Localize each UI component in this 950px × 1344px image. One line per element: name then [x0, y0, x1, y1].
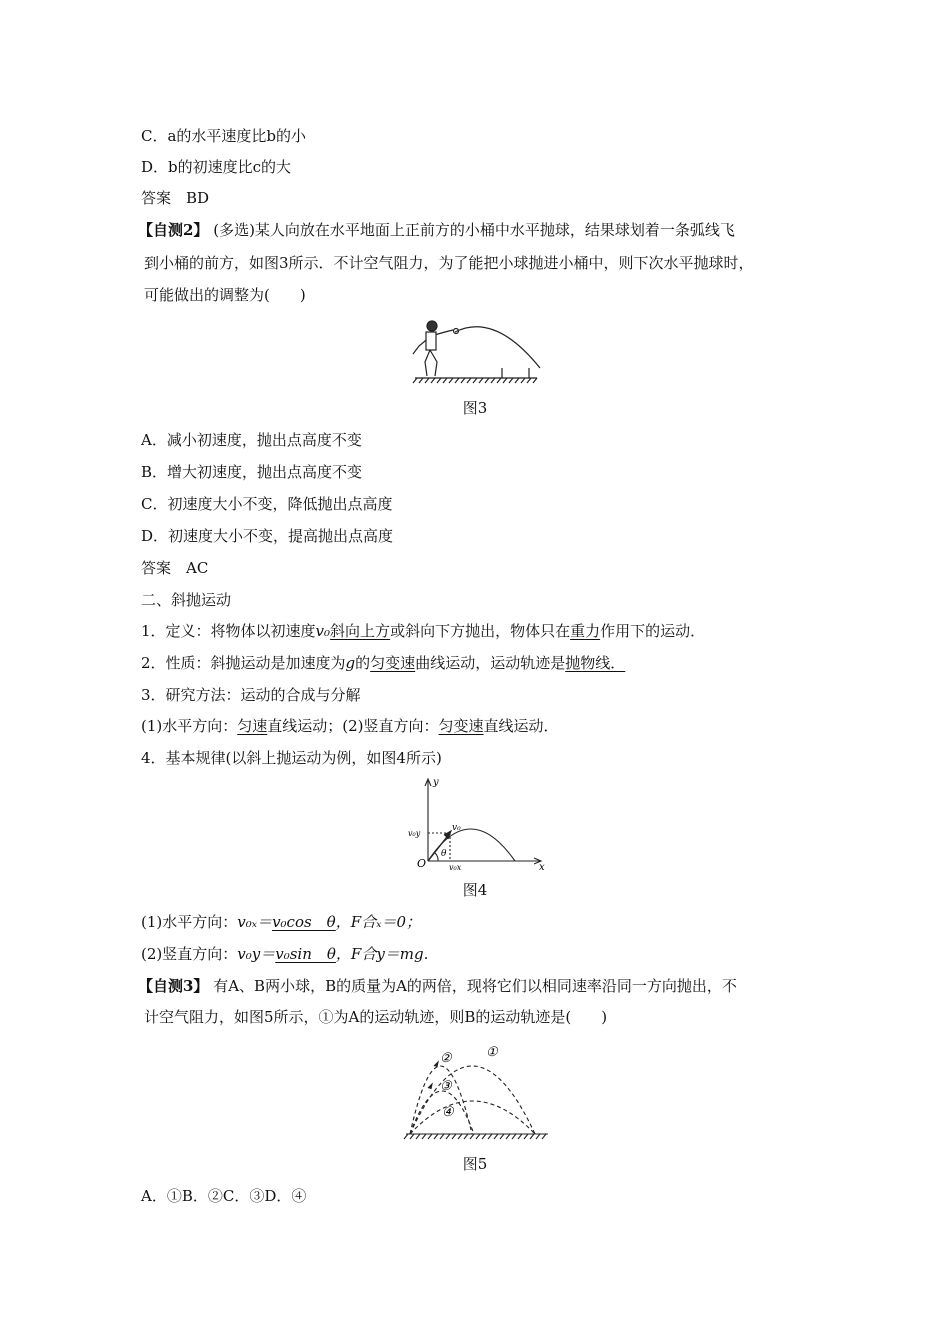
option-c: C．初速度大小不变，降低抛出点高度 — [141, 495, 393, 513]
question-3-tag: 【自测3】 — [138, 977, 209, 995]
formula-vertical: (2)竖直方向：v₀y＝v₀sin θ，F合y＝mg. — [141, 945, 429, 963]
answer-2: 答案 AC — [141, 559, 209, 577]
fig4-v0-label: v₀ — [452, 823, 461, 833]
question-2-stem-line3: 可能做出的调整为( ) — [144, 286, 306, 304]
figure-3-thrower — [405, 318, 545, 384]
question-3-options: A．①B．②C．③D．④ — [141, 1187, 307, 1205]
fig4-origin-label: O — [417, 857, 427, 870]
question-2-stem-line1: 【自测2】 (多选)某人向放在水平地面上正前方的小桶中水平抛球，结果球划着一条弧线飞 — [138, 221, 735, 239]
question-2-tag: 【自测2】 — [138, 221, 209, 239]
figure-4-oblique-projectile — [400, 775, 548, 871]
property-line: 2．性质：斜抛运动是加速度为g的匀变速曲线运动，运动轨迹是抛物线． — [141, 654, 626, 672]
figure-4-caption: 图4 — [462, 881, 488, 899]
method-detail-line: (1)水平方向：匀速直线运动；(2)竖直方向：匀变速直线运动． — [141, 717, 559, 735]
question-2-stem-line2: 到小桶的前方，如图3所示．不计空气阻力，为了能把小球抛进小桶中，则下次水平抛球时， — [144, 254, 754, 272]
method-line: 3．研究方法：运动的合成与分解 — [141, 686, 361, 704]
option-b: B．增大初速度，抛出点高度不变 — [141, 463, 363, 481]
definition-line: 1．定义：将物体以初速度v₀斜向上方或斜向下方抛出，物体只在重力作用下的运动． — [141, 622, 706, 640]
figure-3-caption: 图3 — [462, 399, 488, 417]
fig4-v0x-label: v₀x — [449, 863, 462, 871]
trajectory-2-label: ② — [440, 1051, 452, 1066]
option-d: D．初速度大小不变，提高抛出点高度 — [141, 527, 394, 545]
fig4-v0y-label: v₀y — [408, 829, 421, 838]
fig4-y-label: y — [433, 777, 439, 788]
trajectory-4-label: ④ — [442, 1105, 454, 1120]
figure-5-trajectories — [400, 1038, 552, 1142]
option-c: C．a的水平速度比b的小 — [141, 127, 307, 145]
option-a: A．减小初速度，抛出点高度不变 — [141, 431, 362, 449]
fig4-theta-label: θ — [441, 849, 447, 859]
section-title: 二、斜抛运动 — [141, 591, 232, 609]
figure-5-caption: 图5 — [462, 1155, 488, 1173]
trajectory-3-label: ③ — [440, 1079, 452, 1094]
trajectory-1-label: ① — [486, 1045, 498, 1060]
answer-1: 答案 BD — [141, 189, 210, 207]
question-3-stem-line1: 【自测3】 有A、B两小球，B的质量为A的两倍，现将它们以相同速率沿同一方向抛出，不 — [138, 977, 737, 995]
formula-horizontal: (1)水平方向：v₀ₓ＝v₀cos θ，F合ₓ＝0； — [141, 913, 421, 931]
law-line: 4．基本规律(以斜上抛运动为例，如图4所示) — [141, 749, 442, 767]
option-d: D．b的初速度比c的大 — [141, 158, 292, 176]
fig4-x-label: x — [539, 862, 545, 871]
question-3-stem-line2: 计空气阻力，如图5所示，①为A的运动轨迹，则B的运动轨迹是( ) — [144, 1008, 608, 1026]
